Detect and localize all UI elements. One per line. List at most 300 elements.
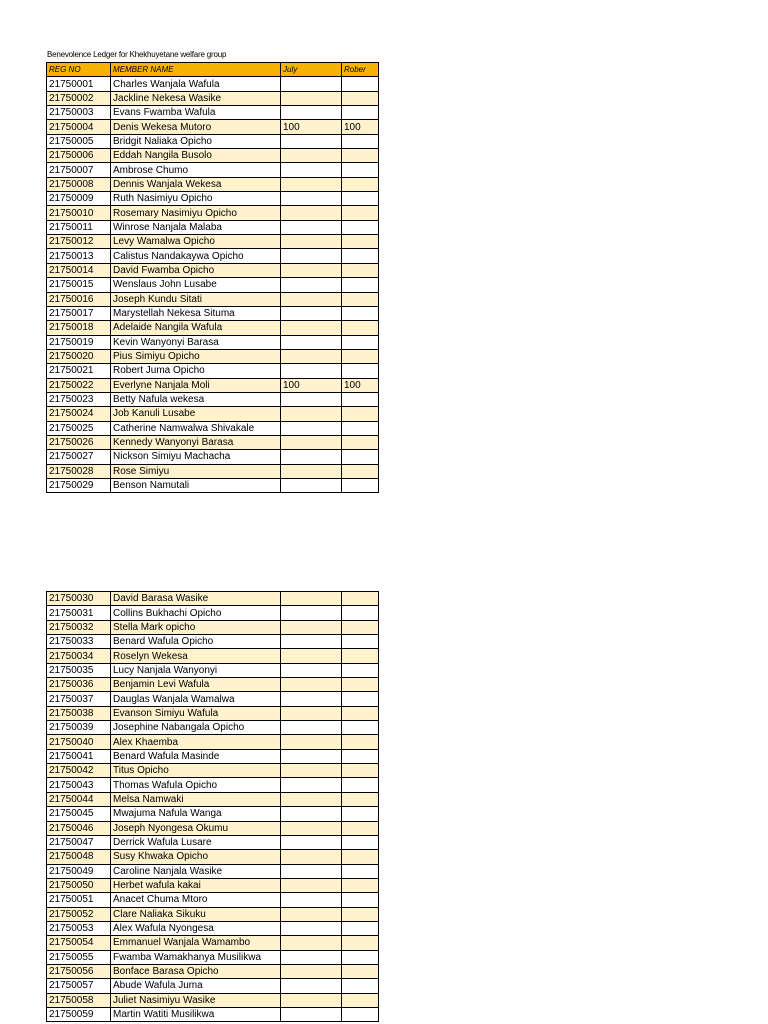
- reg-no-cell: 21750019: [47, 335, 111, 349]
- table-row: [47, 936, 379, 950]
- rober-cell: 100: [342, 378, 379, 392]
- reg-no-cell: 21750015: [47, 278, 111, 292]
- table-row: [47, 821, 379, 835]
- july-cell: [281, 778, 342, 792]
- july-cell: [281, 335, 342, 349]
- reg-no-cell: 21750041: [47, 749, 111, 763]
- member-name-cell: Stella Mark opicho: [111, 620, 281, 634]
- reg-no-cell: 21750004: [47, 120, 111, 134]
- july-cell: [281, 821, 342, 835]
- member-name-cell: Denis Wekesa Mutoro: [111, 120, 281, 134]
- july-cell: [281, 764, 342, 778]
- member-name-cell: Jackline Nekesa Wasike: [111, 91, 281, 105]
- table-row: [47, 835, 379, 849]
- table-row: [47, 163, 379, 177]
- rober-cell: [342, 964, 379, 978]
- member-name-cell: David Fwamba Opicho: [111, 263, 281, 277]
- reg-no-cell: 21750018: [47, 321, 111, 335]
- reg-no-cell: 21750051: [47, 893, 111, 907]
- member-name-cell: Job Kanuli Lusabe: [111, 407, 281, 421]
- member-name-cell: Abude Wafula Juma: [111, 979, 281, 993]
- table-row: [47, 321, 379, 335]
- table-row: [47, 678, 379, 692]
- member-name-cell: Wenslaus John Lusabe: [111, 278, 281, 292]
- july-cell: [281, 220, 342, 234]
- member-name-cell: Everlyne Nanjala Moli: [111, 378, 281, 392]
- header-row: [47, 63, 379, 77]
- table-row: [47, 993, 379, 1007]
- reg-no-cell: 21750005: [47, 134, 111, 148]
- july-cell: [281, 807, 342, 821]
- table-row: [47, 778, 379, 792]
- rober-cell: [342, 706, 379, 720]
- member-name-cell: Alex Khaemba: [111, 735, 281, 749]
- member-name-cell: Clare Naliaka Sikuku: [111, 907, 281, 921]
- july-cell: [281, 850, 342, 864]
- july-cell: [281, 464, 342, 478]
- member-name-cell: Caroline Nanjala Wasike: [111, 864, 281, 878]
- rober-cell: [342, 435, 379, 449]
- reg-no-cell: 21750054: [47, 936, 111, 950]
- rober-cell: [342, 721, 379, 735]
- table-row: [47, 464, 379, 478]
- member-name-cell: Rose Simiyu: [111, 464, 281, 478]
- table-row: [47, 249, 379, 263]
- reg-no-cell: 21750044: [47, 792, 111, 806]
- rober-cell: [342, 678, 379, 692]
- table-row: [47, 349, 379, 363]
- rober-cell: [342, 249, 379, 263]
- july-cell: [281, 606, 342, 620]
- reg-no-cell: 21750055: [47, 950, 111, 964]
- rober-cell: [342, 864, 379, 878]
- july-cell: [281, 292, 342, 306]
- july-cell: [281, 1007, 342, 1021]
- rober-cell: [342, 450, 379, 464]
- member-name-cell: Anacet Chuma Mtoro: [111, 893, 281, 907]
- table-row: [47, 392, 379, 406]
- july-cell: [281, 163, 342, 177]
- july-cell: [281, 893, 342, 907]
- july-cell: [281, 249, 342, 263]
- member-name-cell: Dauglas Wanjala Wamalwa: [111, 692, 281, 706]
- reg-no-cell: 21750037: [47, 692, 111, 706]
- table-row: [47, 77, 379, 91]
- member-name-cell: Alex Wafula Nyongesa: [111, 921, 281, 935]
- reg-no-cell: 21750014: [47, 263, 111, 277]
- july-cell: [281, 91, 342, 105]
- table-row: [47, 235, 379, 249]
- july-cell: [281, 364, 342, 378]
- reg-no-cell: 21750021: [47, 364, 111, 378]
- table-row: [47, 649, 379, 663]
- rober-cell: [342, 921, 379, 935]
- member-name-cell: Collins Bukhachi Opicho: [111, 606, 281, 620]
- rober-cell: [342, 835, 379, 849]
- col-header-rober: Rober: [342, 63, 379, 77]
- rober-cell: [342, 907, 379, 921]
- reg-no-cell: 21750053: [47, 921, 111, 935]
- reg-no-cell: 21750032: [47, 620, 111, 634]
- rober-cell: [342, 821, 379, 835]
- rober-cell: [342, 306, 379, 320]
- member-name-cell: Bridgit Naliaka Opicho: [111, 134, 281, 148]
- member-name-cell: Benard Wafula Masinde: [111, 749, 281, 763]
- reg-no-cell: 21750026: [47, 435, 111, 449]
- table-row: [47, 663, 379, 677]
- rober-cell: [342, 407, 379, 421]
- table-row: [47, 735, 379, 749]
- table-row: [47, 378, 379, 392]
- table-row: [47, 864, 379, 878]
- reg-no-cell: 21750012: [47, 235, 111, 249]
- table-row: [47, 149, 379, 163]
- rober-cell: [342, 235, 379, 249]
- table-row: [47, 91, 379, 105]
- july-cell: [281, 835, 342, 849]
- reg-no-cell: 21750025: [47, 421, 111, 435]
- table-row: [47, 450, 379, 464]
- july-cell: [281, 77, 342, 91]
- table-row: [47, 764, 379, 778]
- table-row: [47, 592, 379, 606]
- july-cell: [281, 721, 342, 735]
- member-name-cell: Ambrose Chumo: [111, 163, 281, 177]
- rober-cell: [342, 77, 379, 91]
- rober-cell: [342, 692, 379, 706]
- rober-cell: [342, 163, 379, 177]
- july-cell: [281, 749, 342, 763]
- reg-no-cell: 21750042: [47, 764, 111, 778]
- table-row: [47, 192, 379, 206]
- member-name-cell: Melsa Namwaki: [111, 792, 281, 806]
- table-row: [47, 278, 379, 292]
- reg-no-cell: 21750003: [47, 106, 111, 120]
- rober-cell: [342, 364, 379, 378]
- table-row: [47, 435, 379, 449]
- col-header-reg-no: REG NO: [47, 63, 111, 77]
- rober-cell: [342, 335, 379, 349]
- table-row: [47, 306, 379, 320]
- col-header-member-name: MEMBER NAME: [111, 63, 281, 77]
- rober-cell: [342, 592, 379, 606]
- reg-no-cell: 21750023: [47, 392, 111, 406]
- member-name-cell: Evanson Simiyu Wafula: [111, 706, 281, 720]
- july-cell: [281, 435, 342, 449]
- ledger-table-2: [46, 591, 379, 1022]
- table-row: [47, 964, 379, 978]
- reg-no-cell: 21750039: [47, 721, 111, 735]
- table-row: [47, 721, 379, 735]
- reg-no-cell: 21750036: [47, 678, 111, 692]
- reg-no-cell: 21750030: [47, 592, 111, 606]
- rober-cell: [342, 292, 379, 306]
- member-name-cell: Catherine Namwalwa Shivakale: [111, 421, 281, 435]
- reg-no-cell: 21750058: [47, 993, 111, 1007]
- member-name-cell: Susy Khwaka Opicho: [111, 850, 281, 864]
- rober-cell: [342, 149, 379, 163]
- july-cell: [281, 692, 342, 706]
- july-cell: [281, 735, 342, 749]
- rober-cell: [342, 177, 379, 191]
- july-cell: [281, 134, 342, 148]
- rober-cell: [342, 893, 379, 907]
- rober-cell: [342, 192, 379, 206]
- july-cell: [281, 592, 342, 606]
- rober-cell: [342, 635, 379, 649]
- rober-cell: [342, 464, 379, 478]
- table-row: [47, 177, 379, 191]
- table-row: [47, 478, 379, 492]
- july-cell: [281, 936, 342, 950]
- reg-no-cell: 21750031: [47, 606, 111, 620]
- member-name-cell: Charles Wanjala Wafula: [111, 77, 281, 91]
- member-name-cell: Calistus Nandakaywa Opicho: [111, 249, 281, 263]
- rober-cell: [342, 421, 379, 435]
- ledger-title: Benevolence Ledger for Khekhuyetane welfare group: [47, 50, 227, 59]
- reg-no-cell: 21750013: [47, 249, 111, 263]
- reg-no-cell: 21750024: [47, 407, 111, 421]
- table-row: [47, 692, 379, 706]
- reg-no-cell: 21750049: [47, 864, 111, 878]
- july-cell: [281, 663, 342, 677]
- july-cell: [281, 649, 342, 663]
- table-row: [47, 292, 379, 306]
- reg-no-cell: 21750022: [47, 378, 111, 392]
- reg-no-cell: 21750017: [47, 306, 111, 320]
- member-name-cell: Bonface Barasa Opicho: [111, 964, 281, 978]
- member-name-cell: Rosemary Nasimiyu Opicho: [111, 206, 281, 220]
- table-row: [47, 120, 379, 134]
- july-cell: [281, 921, 342, 935]
- table-row: [47, 893, 379, 907]
- july-cell: [281, 421, 342, 435]
- table-row: [47, 792, 379, 806]
- rober-cell: [342, 392, 379, 406]
- july-cell: [281, 979, 342, 993]
- july-cell: [281, 321, 342, 335]
- rober-cell: [342, 349, 379, 363]
- rober-cell: [342, 749, 379, 763]
- member-name-cell: Adelaide Nangila Wafula: [111, 321, 281, 335]
- member-name-cell: Joseph Nyongesa Okumu: [111, 821, 281, 835]
- rober-cell: [342, 263, 379, 277]
- rober-cell: [342, 220, 379, 234]
- table-row: [47, 979, 379, 993]
- reg-no-cell: 21750050: [47, 878, 111, 892]
- table-row: [47, 606, 379, 620]
- reg-no-cell: 21750001: [47, 77, 111, 91]
- reg-no-cell: 21750033: [47, 635, 111, 649]
- rober-cell: [342, 850, 379, 864]
- member-name-cell: Joseph Kundu Sitati: [111, 292, 281, 306]
- reg-no-cell: 21750016: [47, 292, 111, 306]
- member-name-cell: Betty Nafula wekesa: [111, 392, 281, 406]
- member-name-cell: Nickson Simiyu Machacha: [111, 450, 281, 464]
- july-cell: [281, 278, 342, 292]
- reg-no-cell: 21750008: [47, 177, 111, 191]
- july-cell: [281, 106, 342, 120]
- july-cell: [281, 792, 342, 806]
- member-name-cell: Martin Watiti Musilikwa: [111, 1007, 281, 1021]
- table-row: [47, 907, 379, 921]
- reg-no-cell: 21750059: [47, 1007, 111, 1021]
- reg-no-cell: 21750028: [47, 464, 111, 478]
- rober-cell: [342, 764, 379, 778]
- table-row: [47, 364, 379, 378]
- rober-cell: [342, 606, 379, 620]
- rober-cell: [342, 936, 379, 950]
- july-cell: [281, 450, 342, 464]
- member-name-cell: Fwamba Wamakhanya Musilikwa: [111, 950, 281, 964]
- reg-no-cell: 21750057: [47, 979, 111, 993]
- rober-cell: [342, 321, 379, 335]
- member-name-cell: Titus Opicho: [111, 764, 281, 778]
- table-row: [47, 706, 379, 720]
- table-row: [47, 106, 379, 120]
- table-row: [47, 206, 379, 220]
- table-row: [47, 807, 379, 821]
- table-row: [47, 878, 379, 892]
- member-name-cell: Kennedy Wanyonyi Barasa: [111, 435, 281, 449]
- table-row: [47, 263, 379, 277]
- rober-cell: [342, 134, 379, 148]
- rober-cell: [342, 950, 379, 964]
- rober-cell: [342, 807, 379, 821]
- rober-cell: [342, 206, 379, 220]
- july-cell: [281, 950, 342, 964]
- member-name-cell: Benson Namutali: [111, 478, 281, 492]
- july-cell: [281, 678, 342, 692]
- reg-no-cell: 21750027: [47, 450, 111, 464]
- member-name-cell: Benard Wafula Opicho: [111, 635, 281, 649]
- member-name-cell: Kevin Wanyonyi Barasa: [111, 335, 281, 349]
- rober-cell: [342, 649, 379, 663]
- reg-no-cell: 21750056: [47, 964, 111, 978]
- rober-cell: [342, 106, 379, 120]
- rober-cell: [342, 993, 379, 1007]
- reg-no-cell: 21750047: [47, 835, 111, 849]
- member-name-cell: Pius Simiyu Opicho: [111, 349, 281, 363]
- member-name-cell: Thomas Wafula Opicho: [111, 778, 281, 792]
- table-row: [47, 1007, 379, 1021]
- rober-cell: 100: [342, 120, 379, 134]
- member-name-cell: Benjamin Levi Wafula: [111, 678, 281, 692]
- table-row: [47, 921, 379, 935]
- col-header-july: July: [281, 63, 342, 77]
- rober-cell: [342, 979, 379, 993]
- member-name-cell: Juliet Nasimiyu Wasike: [111, 993, 281, 1007]
- member-name-cell: Lucy Nanjala Wanyonyi: [111, 663, 281, 677]
- member-name-cell: Eddah Nangila Busolo: [111, 149, 281, 163]
- member-name-cell: Emmanuel Wanjala Wamambo: [111, 936, 281, 950]
- july-cell: [281, 149, 342, 163]
- rober-cell: [342, 663, 379, 677]
- member-name-cell: Derrick Wafula Lusare: [111, 835, 281, 849]
- rober-cell: [342, 878, 379, 892]
- reg-no-cell: 21750029: [47, 478, 111, 492]
- table-row: [47, 335, 379, 349]
- table-row: [47, 850, 379, 864]
- table-row: [47, 421, 379, 435]
- july-cell: [281, 907, 342, 921]
- reg-no-cell: 21750007: [47, 163, 111, 177]
- table-row: [47, 134, 379, 148]
- table-row: [47, 407, 379, 421]
- july-cell: [281, 235, 342, 249]
- member-name-cell: Roselyn Wekesa: [111, 649, 281, 663]
- july-cell: [281, 993, 342, 1007]
- july-cell: [281, 177, 342, 191]
- reg-no-cell: 21750046: [47, 821, 111, 835]
- table-row: [47, 950, 379, 964]
- july-cell: [281, 878, 342, 892]
- july-cell: [281, 864, 342, 878]
- july-cell: [281, 635, 342, 649]
- reg-no-cell: 21750020: [47, 349, 111, 363]
- july-cell: [281, 478, 342, 492]
- table-row: [47, 220, 379, 234]
- rober-cell: [342, 778, 379, 792]
- july-cell: [281, 206, 342, 220]
- member-name-cell: Ruth Nasimiyu Opicho: [111, 192, 281, 206]
- july-cell: [281, 192, 342, 206]
- july-cell: [281, 706, 342, 720]
- rober-cell: [342, 620, 379, 634]
- reg-no-cell: 21750002: [47, 91, 111, 105]
- member-name-cell: Dennis Wanjala Wekesa: [111, 177, 281, 191]
- reg-no-cell: 21750043: [47, 778, 111, 792]
- member-name-cell: Evans Fwamba Wafula: [111, 106, 281, 120]
- ledger-table-1: [46, 62, 379, 493]
- july-cell: [281, 349, 342, 363]
- reg-no-cell: 21750010: [47, 206, 111, 220]
- rober-cell: [342, 478, 379, 492]
- july-cell: [281, 392, 342, 406]
- july-cell: [281, 964, 342, 978]
- july-cell: 100: [281, 378, 342, 392]
- reg-no-cell: 21750045: [47, 807, 111, 821]
- july-cell: [281, 620, 342, 634]
- july-cell: [281, 306, 342, 320]
- table-row: [47, 620, 379, 634]
- july-cell: [281, 407, 342, 421]
- member-name-cell: Herbet wafula kakai: [111, 878, 281, 892]
- reg-no-cell: 21750048: [47, 850, 111, 864]
- reg-no-cell: 21750040: [47, 735, 111, 749]
- member-name-cell: David Barasa Wasike: [111, 592, 281, 606]
- reg-no-cell: 21750006: [47, 149, 111, 163]
- reg-no-cell: 21750038: [47, 706, 111, 720]
- reg-no-cell: 21750034: [47, 649, 111, 663]
- member-name-cell: Robert Juma Opicho: [111, 364, 281, 378]
- reg-no-cell: 21750011: [47, 220, 111, 234]
- member-name-cell: Marystellah Nekesa Situma: [111, 306, 281, 320]
- rober-cell: [342, 1007, 379, 1021]
- reg-no-cell: 21750035: [47, 663, 111, 677]
- reg-no-cell: 21750052: [47, 907, 111, 921]
- rober-cell: [342, 735, 379, 749]
- member-name-cell: Mwajuma Nafula Wanga: [111, 807, 281, 821]
- rober-cell: [342, 91, 379, 105]
- table-row: [47, 635, 379, 649]
- member-name-cell: Winrose Nanjala Malaba: [111, 220, 281, 234]
- july-cell: [281, 263, 342, 277]
- reg-no-cell: 21750009: [47, 192, 111, 206]
- rober-cell: [342, 278, 379, 292]
- table-row: [47, 749, 379, 763]
- july-cell: 100: [281, 120, 342, 134]
